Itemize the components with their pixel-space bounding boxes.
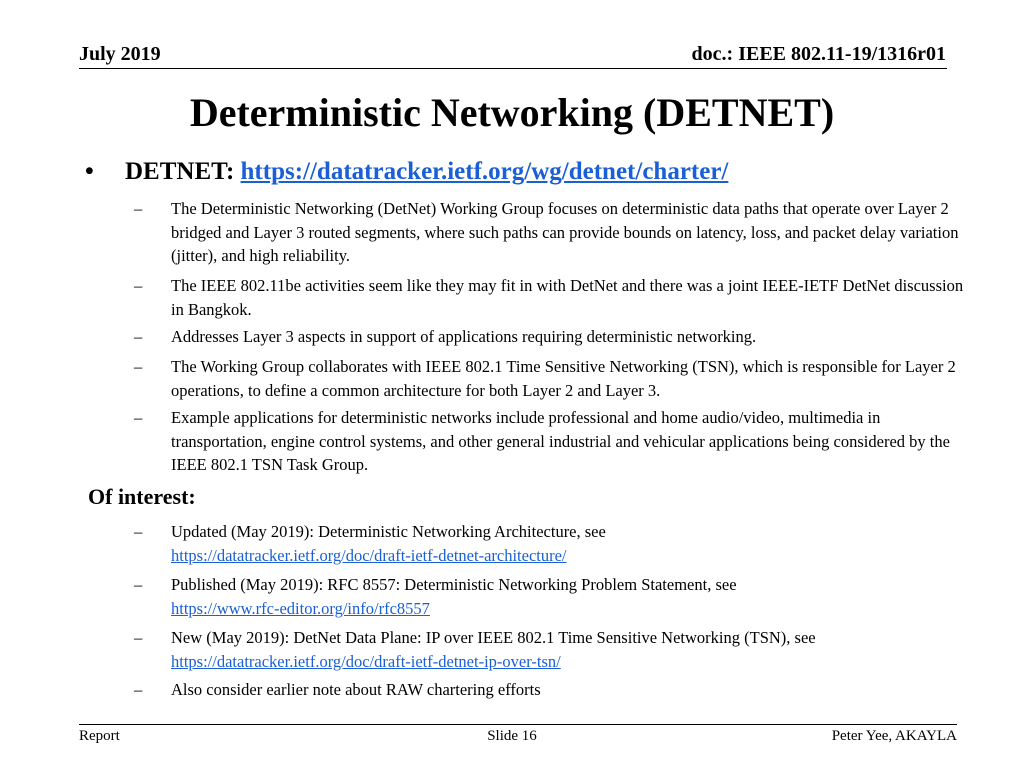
- footer-rule: [79, 724, 957, 725]
- header-date: July 2019: [79, 43, 161, 65]
- sub-item-5: [134, 406, 964, 477]
- sub-item-text: The Deterministic Networking (DetNet) Working Group focuses on deterministic data paths that operate over Layer 2 bridged and Layer 3 routed segments, where such paths can provide bounds on latency, loss, and packet delay variation (jitter), and high reliability.: [171, 199, 959, 265]
- detnet-architecture-link[interactable]: https://datatracker.ietf.org/doc/draft-ietf-detnet-architecture/: [171, 545, 567, 565]
- footer-author: Peter Yee, AKAYLA: [831, 728, 957, 744]
- bullet-icon: •: [85, 158, 94, 185]
- dash-icon: –: [134, 522, 143, 541]
- dash-icon: –: [134, 357, 143, 376]
- dash-icon: –: [134, 408, 143, 427]
- header-rule: [79, 68, 947, 69]
- sub-item-1: [134, 197, 964, 268]
- interest-item-text: Updated (May 2019): Deterministic Networking Architecture, see: [171, 522, 606, 541]
- of-interest-heading: Of interest:: [88, 484, 196, 509]
- header-doc-id: doc.: IEEE 802.11-19/1316r01: [691, 43, 946, 65]
- interest-item-4: [134, 678, 964, 702]
- sub-item-2: [134, 274, 964, 321]
- dash-icon: –: [134, 276, 143, 295]
- sub-item-text: Example applications for deterministic networks include professional and home audio/video, multimedia in transportation, engine control systems, and other general industrial and vehicular applications being considered by the IEEE 802.1 TSN Task Group.: [171, 408, 950, 474]
- rfc8557-link[interactable]: https://www.rfc-editor.org/info/rfc8557: [171, 598, 430, 618]
- sub-item-text: The Working Group collaborates with IEEE 802.1 Time Sensitive Networking (TSN), which is responsible for Layer 2 operations, to define a common architecture for both Layer 2 and Layer 3.: [171, 357, 956, 400]
- sub-item-4: [134, 355, 964, 402]
- interest-item-1: [134, 520, 964, 567]
- interest-item-2: [134, 573, 964, 620]
- dash-icon: –: [134, 680, 143, 699]
- detnet-charter-link[interactable]: https://datatracker.ietf.org/wg/detnet/charter/: [240, 158, 729, 185]
- interest-item-text: Published (May 2019): RFC 8557: Deterministic Networking Problem Statement, see: [171, 575, 737, 594]
- interest-item-text: Also consider earlier note about RAW chartering efforts: [171, 680, 541, 699]
- footer-slide-number: Slide 16: [487, 728, 537, 744]
- sub-item-text: The IEEE 802.11be activities seem like they may fit in with DetNet and there was a joint IEEE-IETF DetNet discussion in Bangkok.: [171, 276, 964, 319]
- dash-icon: –: [134, 327, 143, 346]
- sub-item-3: [134, 325, 964, 349]
- bullet-detnet: [85, 158, 728, 186]
- detnet-ip-over-tsn-link[interactable]: https://datatracker.ietf.org/doc/draft-ietf-detnet-ip-over-tsn/: [171, 651, 561, 671]
- footer-report: Report: [79, 728, 120, 744]
- slide-title: Deterministic Networking (DETNET): [189, 90, 835, 135]
- dash-icon: –: [134, 575, 143, 594]
- sub-item-text: Addresses Layer 3 aspects in support of applications requiring deterministic networking.: [171, 327, 757, 346]
- bullet-label: DETNET:: [125, 158, 241, 185]
- interest-item-text: New (May 2019): DetNet Data Plane: IP over IEEE 802.1 Time Sensitive Networking (TSN), see: [171, 628, 816, 647]
- interest-item-3: [134, 626, 964, 673]
- dash-icon: –: [134, 628, 143, 647]
- dash-icon: –: [134, 199, 143, 218]
